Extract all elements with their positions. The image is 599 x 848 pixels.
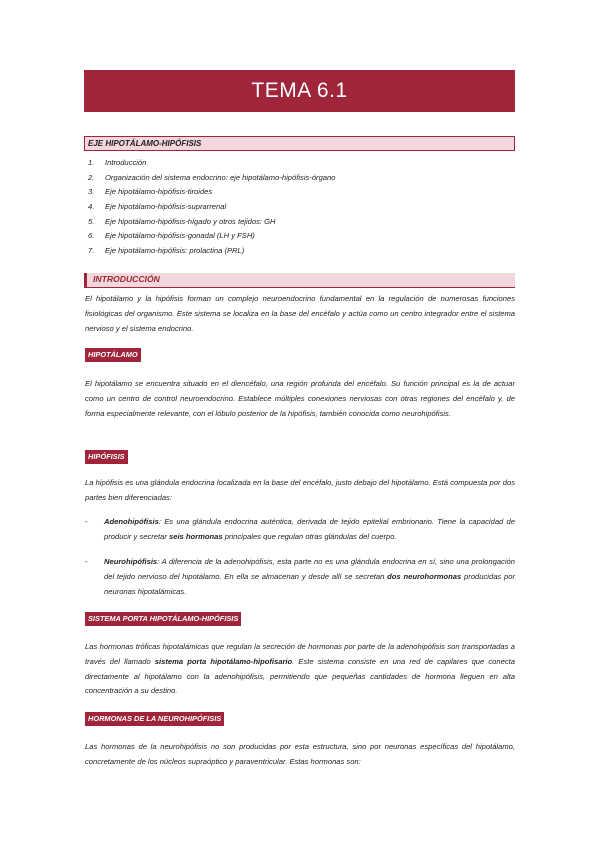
porta-bold: sistema porta hipotálamo-hipofisario xyxy=(154,656,293,666)
bullet-text xyxy=(104,515,515,545)
hipotalamo-heading-text: HIPOTÁLAMO xyxy=(88,350,138,359)
toc-item-number: 7. xyxy=(88,246,95,256)
page-title: TEMA 6.1 xyxy=(251,79,348,102)
hipotalamo-heading xyxy=(85,348,141,362)
hipofisis-heading-text: HIPÓFISIS xyxy=(88,452,125,461)
toc-item xyxy=(88,246,508,261)
hipofisis-heading xyxy=(85,450,128,464)
bullet-adenohipofisis xyxy=(85,515,515,545)
toc-item xyxy=(88,158,508,173)
neuro-heading xyxy=(85,712,224,726)
toc-item-text: Eje hipotálamo-hipófisis-suprarrenal xyxy=(105,202,227,212)
page-title-banner xyxy=(84,70,515,112)
toc-item xyxy=(88,231,508,246)
bullet-bold: seis hormonas xyxy=(169,531,223,541)
toc-item xyxy=(88,187,508,202)
bullet-term: Neurohipófisis xyxy=(104,557,158,566)
neuro-heading-text: HORMONAS DE LA NEUROHIPÓFISIS xyxy=(88,714,222,723)
bullet-neurohipofisis xyxy=(85,555,515,599)
bullet-dash: - xyxy=(85,517,88,526)
intro-heading xyxy=(84,273,515,288)
bullet-text-part: : A diferencia de la adenohipófisis, esta parte no es una glándula endocrina en sí, sino una prolongación del tejido nervioso del hipotálamo. En ella se almacenan y desde allí se secretan xyxy=(104,557,515,581)
neuro-paragraph: Las hormonas de la neurohipófisis no son producidas por esta estructura, sino por neuronas específicas del hipotálamo, concretamente de los núcleos supraóptico y paraventricular. Estas hormonas son: xyxy=(85,742,515,766)
toc-item-number: 1. xyxy=(88,158,95,167)
porta-heading-text: SISTEMA PORTA HIPOTÁLAMO-HIPÓFISIS xyxy=(88,614,239,623)
toc-item-text: Eje hipotálamo-hipófisis: prolactina (PRL) xyxy=(105,246,245,256)
toc-item-number: 5. xyxy=(88,216,95,226)
bullet-term: Adenohipófisis xyxy=(104,517,159,526)
toc-item xyxy=(88,173,508,188)
bullet-text-part: producidas por neuronas hipotalámicas. xyxy=(104,571,515,596)
bullet-text-part: : Es una glándula endocrina auténtica, derivada de tejido epitelial embrionario. Tiene la capacidad de producir y secretar xyxy=(104,517,515,541)
intro-paragraph: El hipotálamo y la hipófisis forman un complejo neuroendocrino fundamental en la regulación de numerosas funciones fisiológicas del organismo. Este sistema se localiza en la base del encéfalo y actúa como un centro integrador entre el sistema nervioso y el sistema endocrino. xyxy=(85,294,515,333)
toc-item-text: Introducción xyxy=(105,158,147,167)
toc-item xyxy=(88,217,508,232)
bullet-text-part: principales que regulan otras glándulas del cuerpo. xyxy=(222,531,397,541)
toc-item-text: Organización del sistema endocrino: eje hipotálamo-hipófisis-órgano xyxy=(105,172,336,182)
toc-item-number: 2. xyxy=(88,172,95,182)
hipotalamo-paragraph: El hipotálamo se encuentra situado en el diencéfalo, una región profunda del encéfalo. Su función principal es la de actuar como un centro de control neuroendocrino. Establece múltiples conexiones nerviosas con otras regiones del encéfalo y, de forma especialmente relevante, con el lóbulo posterior de la hipófisis, también conocida como neurohipófisis. xyxy=(85,379,515,418)
hipofisis-paragraph: La hipófisis es una glándula endocrina localizada en la base del encéfalo, justo debajo del hipotálamo. Está compuesta por dos partes bien diferenciadas: xyxy=(85,478,515,502)
porta-text-part: . Este sistema consiste en una red de capilares que conecta directamente al hipotálamo con la adenohipófisis, permitiendo que pequeñas cantidades de hormona lleguen en alta concentración a su destino. xyxy=(85,656,515,696)
porta-paragraph xyxy=(85,640,515,699)
toc-item-number: 3. xyxy=(88,187,95,197)
intro-heading-text: INTRODUCCIÓN xyxy=(93,274,160,284)
toc-item-text: Eje hipotálamo-hipófisis-tiroides xyxy=(105,187,213,197)
toc-item-text: Eje hipotálamo-hipófisis-hígado y otros tejidos: GH xyxy=(105,216,276,226)
toc-list xyxy=(88,158,508,261)
porta-text-part: Las hormonas tróficas hipotalámicas que regulan la secreción de hormonas por parte de la adenohipófisis son transportadas a través del llamado xyxy=(85,642,515,666)
bullet-bold: dos neurohormonas xyxy=(387,571,462,581)
bullet-dash: - xyxy=(85,557,88,566)
toc-item-number: 6. xyxy=(88,231,95,241)
toc-heading-text: EJE HIPOTÁLAMO-HIPÓFISIS xyxy=(88,139,202,148)
toc-item-number: 4. xyxy=(88,202,95,212)
toc-item xyxy=(88,202,508,217)
toc-heading xyxy=(84,136,515,151)
porta-heading xyxy=(85,612,241,626)
toc-item-text: Eje hipotálamo-hipófisis-gonadal (LH y FSH) xyxy=(105,231,255,241)
bullet-text xyxy=(104,555,515,599)
